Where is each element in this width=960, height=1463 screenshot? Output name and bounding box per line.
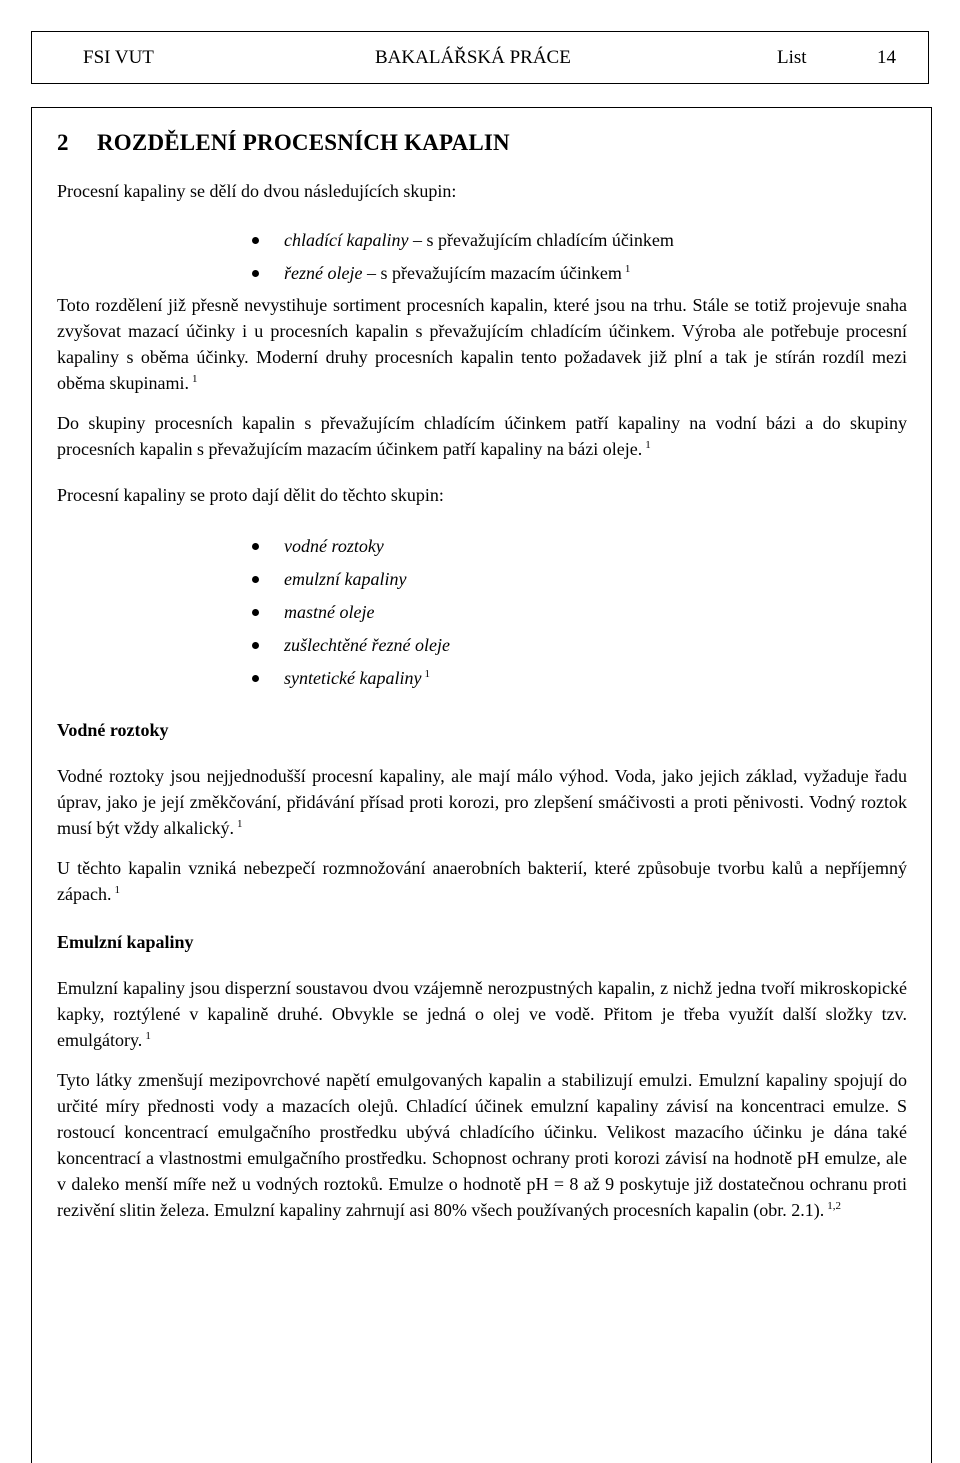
citation-ref: 1 [645, 439, 651, 451]
citation-ref: 1 [191, 373, 198, 385]
paragraph-text: Vodné roztoky jsou nejjednodušší procesní kapaliny, ale mají málo výhod. Voda, jako jejich základ, vyžaduje řadu úprav, jako je její změkčování, přidávání přísad proti korozi, pro zlepšení smáčivosti a proti pěnivosti. Vodný roztok musí být vždy alkalický. [57, 766, 907, 838]
citation-ref: 1 [236, 818, 243, 830]
bullet-icon [252, 237, 259, 244]
list-item [57, 530, 907, 563]
group-term: mastné oleje [284, 602, 375, 622]
group-term: chladící kapaliny [284, 230, 409, 250]
page-content [57, 128, 907, 1223]
list-item [57, 224, 907, 257]
list-item [57, 257, 907, 290]
paragraph [57, 975, 907, 1053]
paragraph [57, 1067, 907, 1223]
paragraph [57, 292, 907, 396]
page-header [31, 31, 929, 84]
bullet-icon [252, 675, 259, 682]
group-term: vodné roztoky [284, 536, 384, 556]
list-item [57, 629, 907, 662]
section-heading: Emulzní kapaliny [57, 932, 194, 952]
list-item [57, 563, 907, 596]
group-term: zušlechtěné řezné oleje [284, 635, 450, 655]
citation-ref: 1 [624, 263, 631, 275]
header-faculty: FSI VUT [83, 47, 154, 68]
chapter-number: 2 [57, 130, 69, 155]
intro-text: Procesní kapaliny se dělí do dvou následujících skupin: [57, 181, 457, 201]
chapter-title: ROZDĚLENÍ PROCESNÍCH KAPALIN [97, 130, 510, 155]
paragraph-text: U těchto kapalin vzniká nebezpečí rozmnožování anaerobních bakterií, které způsobuje tvorbu kalů a nepříjemný zápach. [57, 858, 907, 904]
bullet-icon [252, 576, 259, 583]
citation-ref: 1 [145, 1030, 151, 1042]
bullet-list-fluid-groups [57, 530, 907, 695]
citation-ref: 1 [424, 668, 430, 680]
paragraph [57, 763, 907, 841]
bullet-icon [252, 642, 259, 649]
list-item [57, 662, 907, 695]
group-term: emulzní kapaliny [284, 569, 407, 589]
intro-text-2: Procesní kapaliny se proto dají dělit do těchto skupin: [57, 485, 444, 505]
chapter-heading [57, 128, 907, 158]
group-term: řezné oleje [284, 263, 363, 283]
paragraph-text: Tyto látky zmenšují mezipovrchové napětí emulgovaných kapalin a stabilizují emulzi. Emulzní kapaliny spojují do určité míry přednosti vody a mazacích olejů. Chladící účinek emulzní kapaliny závisí na koncentraci emulze. S rostoucí koncentrací emulgačního prostředku ubývá chladícího účinku. Velikost mazacího účinku je dána také koncentrací a vlastnostmi emulgačního prostředku. Schopnost ochrany proti korozi závisí na hodnotě pH emulze, ale v daleko menší míře než u vodných roztoků. Emulze o hodnotě pH = 8 až 9 poskytuje již dostatečnou ochranu proti rezivění slitin železa. Emulzní kapaliny zahrnují asi 80% všech používaných procesních kapalin (obr. 2.1). [57, 1070, 907, 1220]
header-list-label: List [777, 47, 807, 68]
paragraph-text: Emulzní kapaliny jsou disperzní soustavou dvou vzájemně nerozpustných kapalin, z nichž jedna tvoří mikroskopické kapky, roztýlené v kapalině druhé. Obvykle se jedná o olej ve vodě. Přitom je třeba využít další složky tzv. emulgátory. [57, 978, 907, 1050]
group-desc: – s převažujícím chladícím účinkem [408, 230, 674, 250]
bullet-icon [252, 270, 259, 277]
bullet-icon [252, 543, 259, 550]
paragraph-text: Do skupiny procesních kapalin s převažujícím chladícím účinkem patří kapaliny na vodní bázi a do skupiny procesních kapalin s převažujícím mazacím účinkem patří kapaliny na bázi oleje. [57, 413, 907, 459]
bullet-icon [252, 609, 259, 616]
list-item [57, 596, 907, 629]
paragraph [57, 855, 907, 907]
section-heading: Vodné roztoky [57, 720, 169, 740]
group-term: syntetické kapaliny [284, 668, 422, 688]
bullet-list-main-groups [57, 224, 907, 290]
citation-ref: 1 [114, 884, 120, 896]
header-page-number: 14 [877, 47, 896, 68]
group-desc: – s převažujícím mazacím účinkem [362, 263, 622, 283]
paragraph-text: Toto rozdělení již přesně nevystihuje sortiment procesních kapalin, které jsou na trhu. Stále se totiž projevuje snaha zvyšovat mazací účinky i u procesních kapalin s převažujícím chladícím účinkem. Výroba ale potřebuje procesní kapaliny s oběma účinky. Moderní druhy procesních kapalin tento požadavek již plní a tak je stírán rozdíl mezi oběma skupinami. [57, 295, 907, 393]
paragraph [57, 410, 907, 462]
citation-ref: 1,2 [827, 1200, 841, 1212]
header-thesis-type: BAKALÁŘSKÁ PRÁCE [375, 47, 571, 68]
